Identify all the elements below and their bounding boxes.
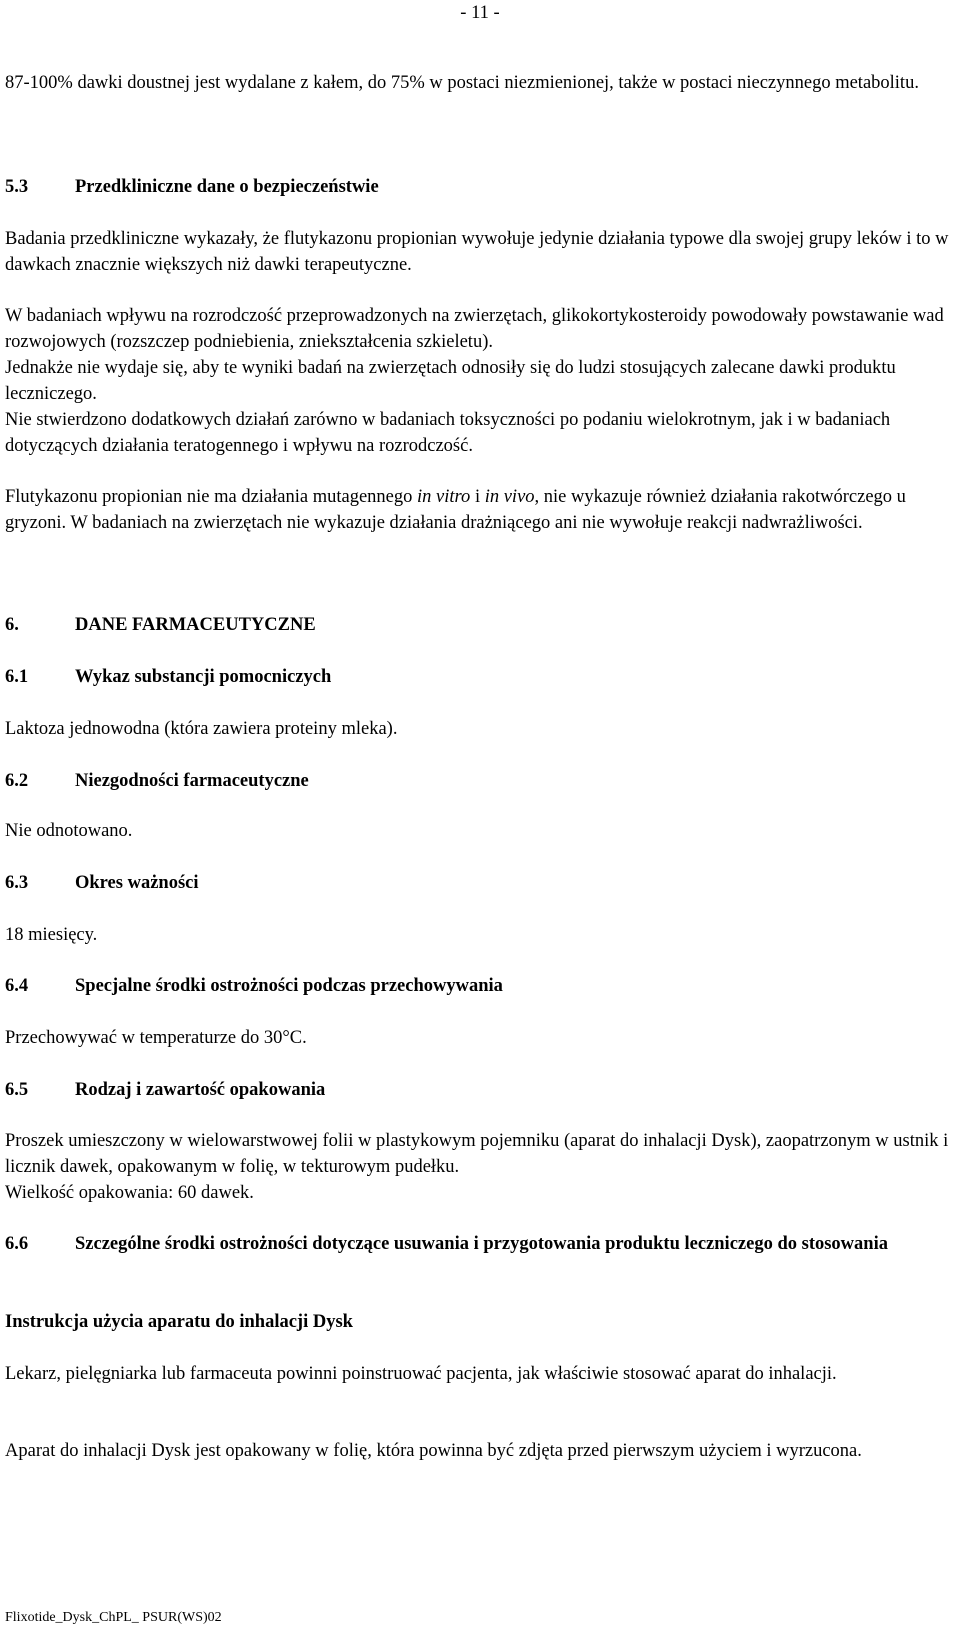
section-number: 6.2 xyxy=(5,771,29,791)
section-6-1-body: Laktoza jednowodna (która zawiera proteiny mleka). xyxy=(5,719,398,739)
section-number: 6. xyxy=(5,615,19,635)
section-6-6-body-2: Aparat do inhalacji Dysk jest opakowany w folię, która powinna być zdjęta przed pierwszym użyciem i wyrzucona. xyxy=(5,1441,862,1461)
section-6-6-subheading: Instrukcja użycia aparatu do inhalacji Dysk xyxy=(5,1312,353,1332)
section-6-6-body-1: Lekarz, pielęgniarka lub farmaceuta powinni poinstruować pacjenta, jak właściwie stosować aparat do inhalacji. xyxy=(5,1364,837,1384)
section-title: Okres ważności xyxy=(75,873,199,893)
section-title: Rodzaj i zawartość opakowania xyxy=(75,1080,326,1100)
section-6-4-heading xyxy=(5,973,955,999)
section-5-3-heading xyxy=(5,174,955,200)
section-5-3-paragraph-1: Badania przedkliniczne wykazały, że flutykazonu propionian wywołuje jedynie działania typowe dla swojej grupy leków i to w dawkach znacznie większych niż dawki terapeutyczne. xyxy=(5,229,949,275)
section-5-3-paragraph-4: Nie stwierdzono dodatkowych działań zarówno w badaniach toksyczności po podaniu wielokrotnym, jak i w badaniach dotyczących działania teratogennego i wpływu na rozrodczość. xyxy=(5,410,891,456)
section-title: Specjalne środki ostrożności podczas przechowywania xyxy=(75,976,503,996)
section-6-2-body: Nie odnotowano. xyxy=(5,821,133,841)
section-5-3-paragraph-2: W badaniach wpływu na rozrodczość przeprowadzonych na zwierzętach, glikokortykosteroidy powodowały powstawanie wad rozwojowych (rozszczep podniebienia, zniekształcenia szkieletu). xyxy=(5,306,944,352)
section-title: Szczególne środki ostrożności dotyczące usuwania i przygotowania produktu leczniczego do stosowania xyxy=(75,1234,888,1254)
section-number: 6.4 xyxy=(5,976,29,996)
section-6-5-body-2: Wielkość opakowania: 60 dawek. xyxy=(5,1183,254,1203)
section-6-2-heading xyxy=(5,768,955,794)
section-6-heading xyxy=(5,612,955,638)
section-6-6-heading xyxy=(5,1231,955,1257)
section-6-5-heading xyxy=(5,1077,955,1103)
section-5-3-paragraph-3: Jednakże nie wydaje się, aby te wyniki badań na zwierzętach odnosiły się do ludzi stosujących zalecane dawki produktu leczniczego. xyxy=(5,358,896,404)
section-number: 5.3 xyxy=(5,177,29,197)
italic-in-vivo: in vivo xyxy=(484,487,535,507)
section-title: Niezgodności farmaceutyczne xyxy=(75,771,309,791)
section-title: Wykaz substancji pomocniczych xyxy=(75,667,332,687)
section-5-3-paragraph-5: Flutykazonu propionian nie ma działania mutagennego in vitro i in vivo, nie wykazuje również działania rakotwórczego u gryzoni. W badaniach na zwierzętach nie wykazuje działania drażniącego ani nie wywołuje reakcji nadwrażliwości. xyxy=(5,487,906,533)
page-footer: Flixotide_Dysk_ChPL_ PSUR(WS)02 xyxy=(5,1610,222,1625)
section-6-3-heading xyxy=(5,870,955,896)
section-6-3-body: 18 miesięcy. xyxy=(5,925,98,945)
section-number: 6.3 xyxy=(5,873,29,893)
section-title: Przedkliniczne dane o bezpieczeństwie xyxy=(75,177,379,197)
section-number: 6.1 xyxy=(5,667,29,687)
page-number: - 11 - xyxy=(460,3,500,23)
section-6-1-heading xyxy=(5,664,955,690)
section-title: DANE FARMACEUTYCZNE xyxy=(75,615,316,635)
intro-paragraph: 87-100% dawki doustnej jest wydalane z kałem, do 75% w postaci niezmienionej, także w postaci nieczynnego metabolitu. xyxy=(5,73,919,93)
section-6-4-body: Przechowywać w temperaturze do 30°C. xyxy=(5,1028,307,1048)
section-number: 6.5 xyxy=(5,1080,29,1100)
section-6-5-body-1: Proszek umieszczony w wielowarstwowej folii w plastykowym pojemniku (aparat do inhalacji Dysk), zaopatrzonym w ustnik i licznik dawek, opakowanym w folię, w tekturowym pudełku. xyxy=(5,1131,949,1177)
italic-in-vitro: in vitro xyxy=(417,487,471,507)
section-number: 6.6 xyxy=(5,1234,29,1254)
